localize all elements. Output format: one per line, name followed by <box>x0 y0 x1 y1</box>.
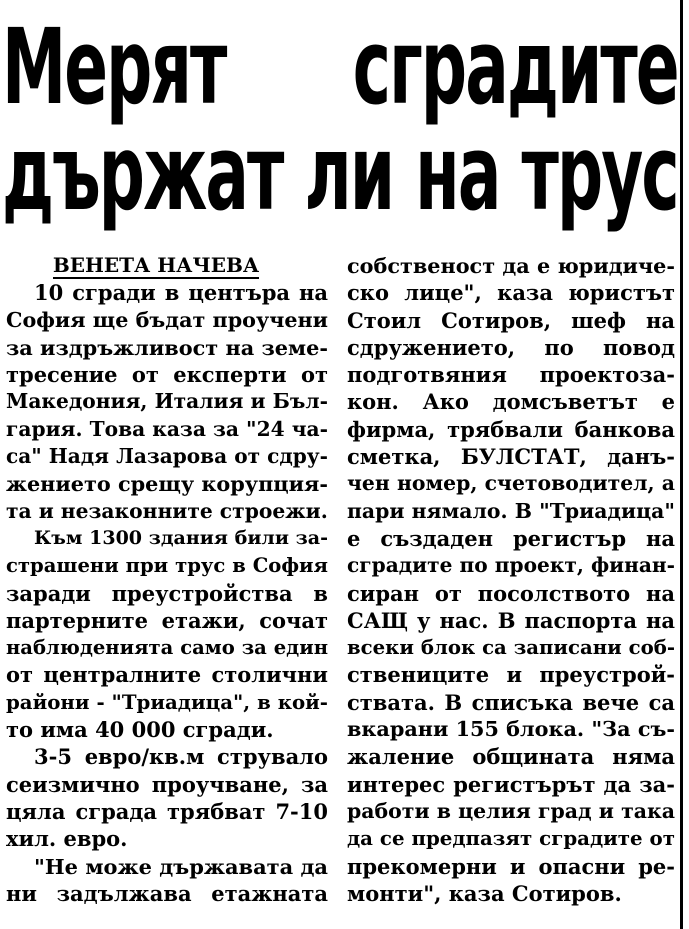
text-line: хил. евро. <box>6 826 128 852</box>
left-column <box>6 252 328 907</box>
text-line: да се предпазят сградите от <box>347 826 675 851</box>
text-line: фирма, трябвали банкова <box>347 416 675 442</box>
text-line: наблюденията само за един <box>6 636 328 660</box>
text-line: интерес регистърът да за- <box>347 771 675 797</box>
left-column-body <box>6 279 328 907</box>
text-line: кон. Ако домсъветът е <box>347 389 675 415</box>
text-line: подготвяния проектоза- <box>347 362 675 388</box>
right-column <box>347 252 675 907</box>
text-line: та и незаконните строежи. <box>6 498 328 523</box>
text-line: всеки блок са записани соб- <box>347 636 675 660</box>
headline-line-2: държат ли на трус <box>2 112 678 234</box>
text-line: от централните столични <box>6 662 328 688</box>
text-line: монти", каза Сотиров. <box>347 880 622 906</box>
headline <box>2 6 678 234</box>
text-line: Македония, Италия и Бъл- <box>6 389 328 414</box>
text-line: жаление общината няма <box>347 744 675 770</box>
text-line: гария. Това каза за "24 ча- <box>6 416 328 441</box>
text-line: ствениците и преустрой- <box>347 662 675 688</box>
right-column-body <box>347 252 675 907</box>
text-line: сметка, БУЛСТАТ, данъ- <box>347 444 675 470</box>
text-line: за издръжливост на земе- <box>6 334 328 360</box>
text-line: собственост да е юридиче- <box>347 253 675 278</box>
text-line: 10 сгради в центъра на <box>34 280 328 306</box>
text-line: е създаден регистър на <box>347 525 675 551</box>
text-line: прекомерни и опасни ре- <box>347 853 675 879</box>
byline <box>36 252 276 279</box>
text-line: цяла сграда трябват 7-10 <box>6 798 328 824</box>
text-line: работи в целия град и така <box>347 798 675 823</box>
text-line: то има 40 000 сгради. <box>6 717 274 743</box>
text-line: жението срещу корупция- <box>6 471 328 497</box>
text-line: сдружението, по повод <box>347 334 675 360</box>
text-line: САЩ у нас. В паспорта на <box>347 607 675 633</box>
text-line: партерните етажи, сочат <box>6 607 328 633</box>
text-line: тресение от експерти от <box>6 362 328 388</box>
text-line: са" Надя Лазарова от сдру- <box>6 444 328 469</box>
headline-line-1: Мерят сградите <box>2 6 678 128</box>
text-line: заради преустройства в <box>6 580 328 606</box>
byline-text: ВЕНЕТА НАЧЕВА <box>52 253 260 277</box>
text-line: ни задължава етажната <box>6 880 328 906</box>
text-line: ско лице", каза юристът <box>347 280 675 306</box>
text-line: вкарани 155 блока. "За съ- <box>347 717 675 742</box>
text-line: Към 1300 здания били за- <box>34 526 328 549</box>
text-line: София ще бъдат проучени <box>6 307 328 332</box>
column-rule <box>680 0 683 929</box>
text-line: страшени при трус в София <box>6 554 328 578</box>
text-line: сиран от посолството на <box>347 580 675 606</box>
text-line: райони - "Триадица", в кой- <box>6 689 328 714</box>
text-line: сградите по проект, финан- <box>347 553 675 578</box>
text-line: пари нямало. В "Триадица" <box>347 498 675 523</box>
text-line: 3-5 евро/кв.м струвало <box>34 744 328 770</box>
text-line: Стоил Сотиров, шеф на <box>347 307 675 333</box>
text-line: ствата. В списъка вече са <box>347 689 675 715</box>
text-line: сеизмично проучване, за <box>6 771 328 797</box>
text-line: "Не може държавата да <box>34 853 328 879</box>
text-line: чен номер, счетоводител, а <box>347 471 675 496</box>
